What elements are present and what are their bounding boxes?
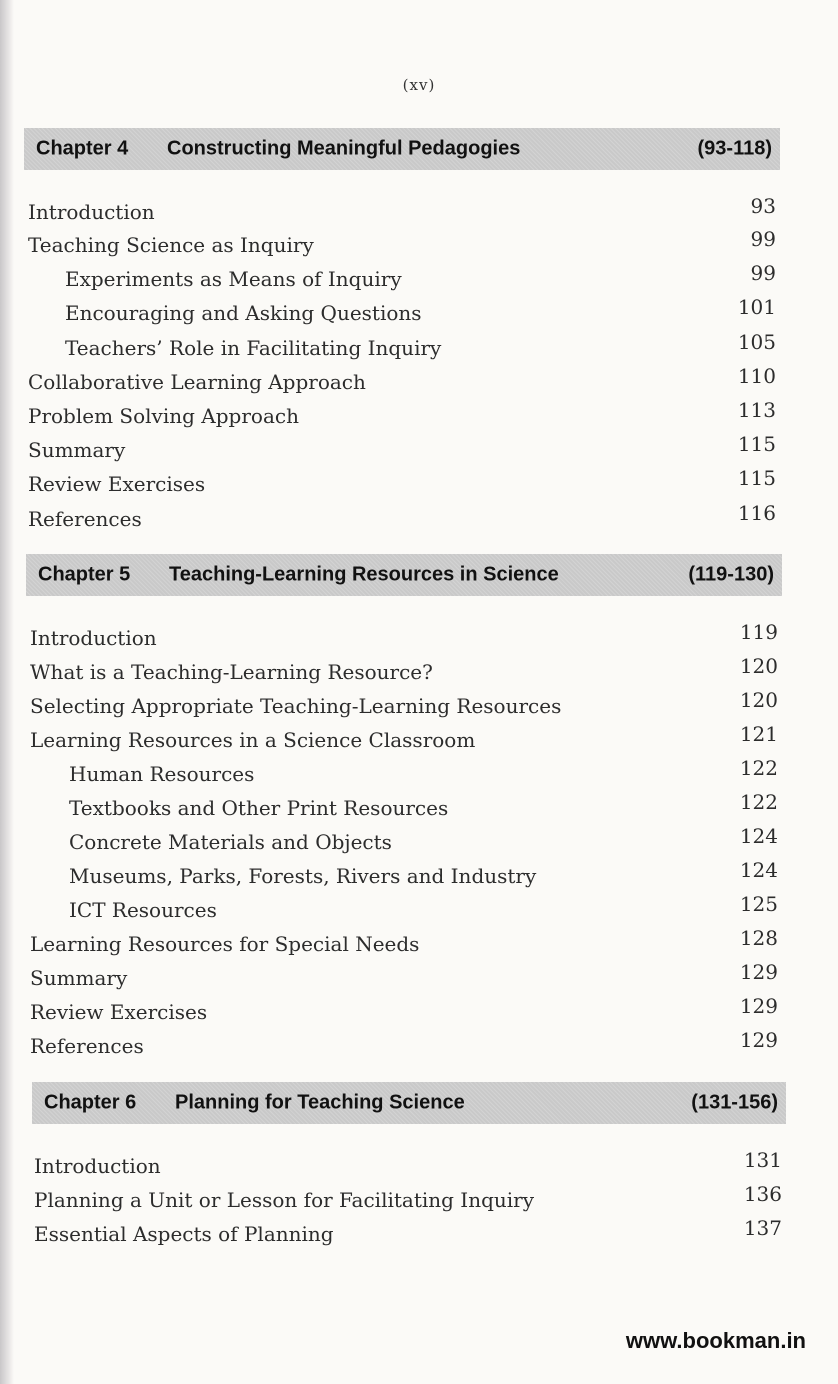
toc-entry-label: Review Exercises	[28, 472, 206, 496]
toc-entry-label: Teaching Science as Inquiry	[28, 233, 314, 257]
toc-entry-label: Concrete Materials and Objects	[69, 830, 392, 854]
chapter-title: Constructing Meaningful Pedagogies	[167, 137, 521, 160]
toc-entry	[28, 194, 776, 230]
toc-entry	[30, 688, 778, 724]
toc-entry-label: Encouraging and Asking Questions	[65, 301, 422, 325]
toc-entry	[30, 756, 778, 792]
toc-entry-label: References	[30, 1034, 144, 1058]
toc-entry-page: 129	[739, 1028, 778, 1052]
toc-entry-page: 101	[737, 295, 776, 319]
toc-entry	[30, 1028, 778, 1064]
toc-entry	[30, 994, 778, 1030]
toc-entry-page: 116	[737, 501, 776, 525]
toc-entry-page: 136	[743, 1182, 782, 1206]
toc-entry	[28, 466, 776, 502]
toc-entry	[34, 1182, 782, 1218]
toc-entry-label: Summary	[28, 438, 126, 462]
toc-entry	[28, 261, 776, 297]
toc-entry-page: 120	[739, 654, 778, 678]
chapter-header	[32, 1082, 786, 1124]
chapter-header	[24, 128, 780, 170]
toc-entry-label: Human Resources	[69, 762, 255, 786]
toc-entry-label: Experiments as Means of Inquiry	[65, 267, 402, 291]
toc-entry	[34, 1216, 782, 1252]
toc-entry	[28, 432, 776, 468]
toc-entry	[30, 654, 778, 690]
toc-entry	[28, 501, 776, 537]
toc-entry	[30, 858, 778, 894]
toc-entry-label: Collaborative Learning Approach	[28, 370, 366, 394]
toc-entry-label: Teachers’ Role in Facilitating Inquiry	[65, 336, 442, 360]
toc-entry-page: 99	[750, 261, 776, 285]
toc-entry-label: Introduction	[28, 200, 155, 224]
toc-entry-label: Planning a Unit or Lesson for Facilitating Inquiry	[34, 1188, 535, 1212]
toc-entry-page: 128	[739, 926, 778, 950]
toc-entry-label: Summary	[30, 966, 128, 990]
toc-entry-page: 119	[739, 620, 778, 644]
toc-entry	[30, 620, 778, 656]
toc-entry-page: 129	[739, 960, 778, 984]
toc-entry	[28, 295, 776, 331]
chapter-page-range: (93-118)	[697, 137, 772, 160]
toc-entry	[30, 790, 778, 826]
chapter-title: Teaching-Learning Resources in Science	[169, 563, 559, 586]
toc-entry-page: 93	[750, 194, 776, 218]
toc-entry-label: Problem Solving Approach	[28, 404, 299, 428]
chapter-title: Planning for Teaching Science	[175, 1091, 465, 1114]
toc-entry	[30, 892, 778, 928]
toc-entry	[28, 398, 776, 434]
toc-entry-page: 122	[739, 790, 778, 814]
chapter-header	[26, 554, 782, 596]
chapter-number: Chapter 6	[44, 1091, 137, 1114]
toc-entry-page: 137	[743, 1216, 782, 1240]
toc-entry	[34, 1148, 782, 1184]
toc-entry-page: 105	[737, 330, 776, 354]
toc-entry-label: Selecting Appropriate Teaching-Learning Resources	[30, 694, 562, 718]
binding-shadow	[0, 0, 14, 1384]
chapter-number: Chapter 5	[38, 563, 131, 586]
toc-entry-page: 113	[737, 398, 776, 422]
toc-entry-page: 121	[739, 722, 778, 746]
chapter-page-range: (131-156)	[691, 1091, 778, 1114]
toc-entry-label: Review Exercises	[30, 1000, 208, 1024]
toc-entry-label: ICT Resources	[69, 898, 217, 922]
toc-entry-page: 99	[750, 227, 776, 251]
toc-entry-label: References	[28, 507, 142, 531]
toc-entry-page: 131	[743, 1148, 782, 1172]
toc-entry-page: 110	[737, 364, 776, 388]
toc-entry-label: Essential Aspects of Planning	[34, 1222, 334, 1246]
toc-entry-page: 124	[739, 824, 778, 848]
toc-entry	[28, 330, 776, 366]
toc-entry-label: Learning Resources in a Science Classroom	[30, 728, 476, 752]
toc-entry	[30, 960, 778, 996]
toc-entry-page: 115	[737, 466, 776, 490]
chapter-number: Chapter 4	[36, 137, 129, 160]
footer-website-url: www.bookman.in	[625, 1328, 806, 1353]
toc-entry-label: Textbooks and Other Print Resources	[69, 796, 449, 820]
toc-entry	[30, 824, 778, 860]
toc-entry-page: 122	[739, 756, 778, 780]
toc-entry-page: 120	[739, 688, 778, 712]
toc-entry-label: Learning Resources for Special Needs	[30, 932, 420, 956]
toc-entry-label: Museums, Parks, Forests, Rivers and Industry	[69, 864, 537, 888]
toc-entry	[28, 227, 776, 263]
page-number: (xv)	[402, 76, 436, 94]
toc-entry-page: 124	[739, 858, 778, 882]
toc-entry	[30, 722, 778, 758]
toc-entry-page: 129	[739, 994, 778, 1018]
toc-entry-page: 125	[739, 892, 778, 916]
toc-entry-page: 115	[737, 432, 776, 456]
toc-entry-label: Introduction	[34, 1154, 161, 1178]
toc-entry	[28, 364, 776, 400]
toc-entry-label: Introduction	[30, 626, 157, 650]
toc-entry	[30, 926, 778, 962]
chapter-page-range: (119-130)	[688, 563, 774, 586]
toc-entry-label: What is a Teaching-Learning Resource?	[30, 660, 433, 684]
